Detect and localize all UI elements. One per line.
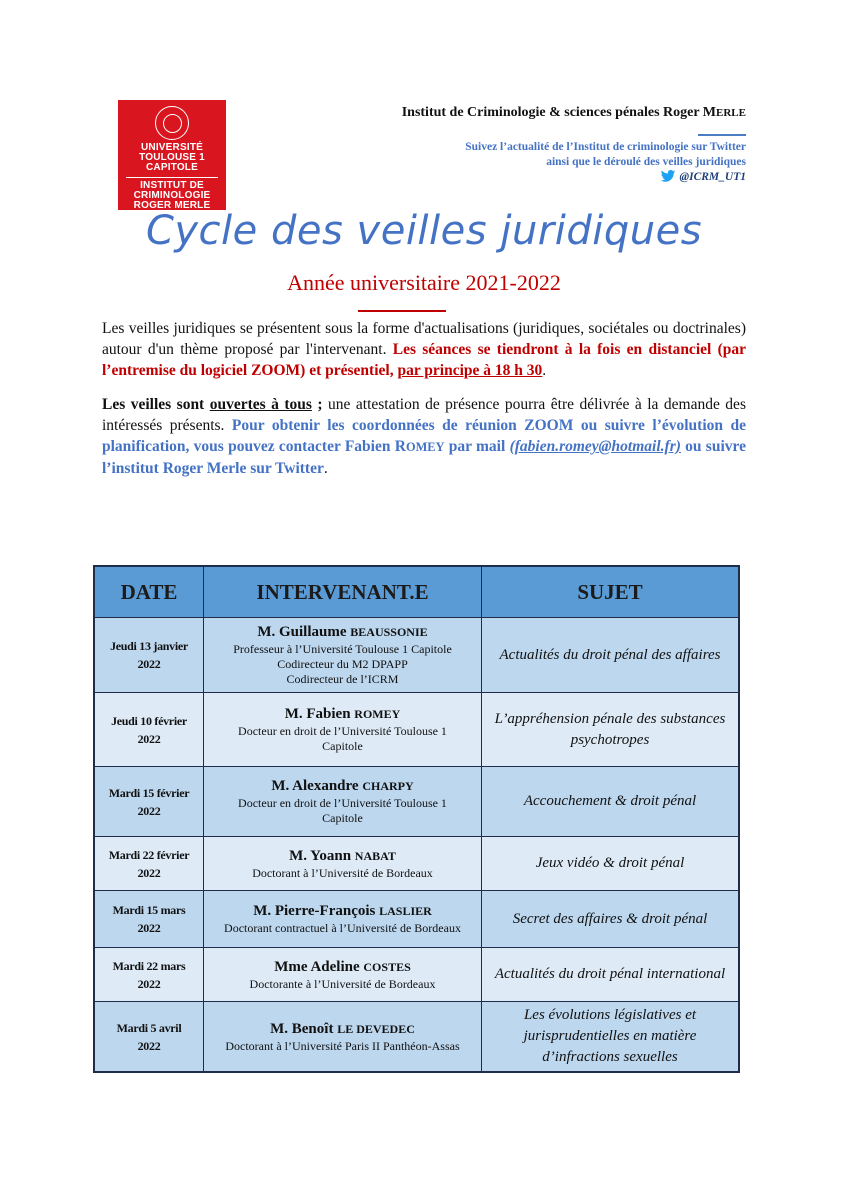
page-title: Cycle des veilles juridiques [145, 208, 703, 254]
logo-line-6: ROGER MERLE [133, 200, 211, 211]
intro-paragraph-2 [102, 394, 746, 479]
speaker-name [210, 623, 475, 642]
contact-email-link[interactable]: (fabien.romey@hotmail.fr) [509, 438, 681, 455]
twitter-bird-icon [660, 170, 676, 182]
speaker-first-name: M. Yoann [289, 847, 355, 864]
header-date: DATE [94, 566, 204, 618]
table-row [94, 618, 739, 693]
schedule-table [93, 565, 740, 1073]
speaker-surname: NABAT [354, 848, 396, 863]
date-day: Mardi 15 mars [112, 903, 186, 917]
session-subject: Accouchement & droit pénal [482, 767, 740, 837]
speaker-surname: CHARPY [362, 779, 414, 793]
speaker-surname: LE DEVEDEC [337, 1021, 415, 1036]
speaker-cell [204, 891, 482, 948]
speaker-title: Doctorante à l’Université de Bordeaux [249, 976, 436, 991]
speaker-name [210, 777, 475, 796]
table-row [94, 1002, 739, 1073]
institute-name-main: Institut de Criminologie & sciences pénales Roger M [401, 105, 717, 120]
date-day: Mardi 22 mars [112, 958, 186, 973]
speaker-title: Professeur à l’Université Toulouse 1 Capitole [233, 642, 452, 656]
speaker-title: Docteur en droit de l’Université Toulouse 1 [238, 724, 447, 738]
contact-text: Pour obtenir les coordonnées de réunion ZOOM ou suivre l’évolution de planification, vous pouvez contacter Fabien R [102, 417, 746, 455]
speaker-title: Codirecteur de l’ICRM [286, 672, 399, 686]
date-day: Mardi 5 avril [116, 1020, 182, 1035]
session-subject: Secret des affaires & droit pénal [482, 891, 740, 948]
speaker-title: Capitole [322, 811, 363, 825]
speaker-cell [204, 837, 482, 891]
speaker-title: Doctorant à l’Université de Bordeaux [252, 865, 433, 880]
date-day: Mardi 22 février [108, 847, 190, 862]
speaker-cell [204, 618, 482, 693]
semicolon: ; [311, 396, 323, 413]
speaker-name [210, 902, 475, 921]
contact-surname: OMEY [405, 440, 445, 454]
speaker-name [210, 958, 475, 977]
date-year: 2022 [137, 803, 161, 818]
table-row [94, 948, 739, 1002]
period: . [323, 460, 328, 477]
speaker-first-name: M. Alexandre [271, 778, 363, 794]
session-date [94, 618, 204, 693]
twitter-follow-line-1: Suivez l’actualité de l’Institut de criminologie sur Twitter [465, 141, 746, 153]
session-date [94, 891, 204, 948]
date-day: Jeudi 10 février [111, 713, 187, 728]
session-date [94, 1002, 204, 1073]
speaker-first-name: M. Benoît [270, 1020, 338, 1037]
contact-text-3: ou suivre l’institut Roger Merle sur Twitter [102, 438, 746, 477]
session-subject: Jeux vidéo & droit pénal [482, 837, 740, 891]
period: . [542, 362, 547, 379]
speaker-name [210, 847, 475, 866]
date-day: Mardi 15 février [108, 785, 190, 800]
attestation-text: une attestation de présence pourra être délivrée à la demande des intéressés présents. [102, 396, 746, 434]
twitter-handle[interactable]: @ICRM_UT1 [679, 171, 746, 183]
speaker-surname: COSTES [363, 959, 411, 974]
date-year: 2022 [137, 865, 161, 880]
speaker-first-name: M. Pierre-François [253, 903, 380, 919]
header-subject: SUJET [482, 566, 740, 618]
speaker-first-name: M. Guillaume [257, 624, 351, 640]
logo-line-4: INSTITUT DE [140, 180, 204, 191]
table-row [94, 693, 739, 767]
speaker-title: Capitole [322, 739, 363, 753]
speaker-first-name: M. Fabien [284, 706, 355, 722]
logo-line-5: CRIMINOLOGIE [133, 190, 211, 201]
speaker-title: Docteur en droit de l’Université Toulouse 1 [238, 796, 447, 810]
session-time: par principe à 18 h 30 [397, 362, 543, 379]
speaker-first-name: Mme Adeline [274, 958, 364, 975]
twitter-follow-line-2: ainsi que le déroulé des veilles juridiques [546, 156, 746, 168]
intro-text: Les veilles juridiques se présentent sous la forme d'actualisations (juridiques, sociétales ou doctrinales) autour d'un thème proposé par l'intervenant. [102, 320, 746, 358]
date-year: 2022 [137, 731, 161, 746]
speaker-cell [204, 948, 482, 1002]
logo-line-3: CAPITOLE [146, 162, 198, 173]
table-row [94, 891, 739, 948]
speaker-surname: LASLIER [379, 904, 432, 918]
academic-year: Année universitaire 2021-2022 [287, 270, 561, 295]
speaker-cell [204, 767, 482, 837]
sessions-notice: Les séances se tiendront à la fois en distanciel (par l’entremise du logiciel ZOOM) et présentiel, [102, 341, 746, 379]
date-year: 2022 [137, 921, 161, 935]
logo-line-2: TOULOUSE 1 [139, 152, 205, 163]
logo-line-1: UNIVERSITÉ [140, 142, 203, 153]
table-row [94, 837, 739, 891]
title-divider [358, 310, 446, 312]
date-year: 2022 [137, 1038, 161, 1053]
header-divider [698, 134, 746, 136]
intro-paragraph-1 [102, 318, 746, 381]
twitter-notice [326, 140, 746, 185]
logo-divider [126, 177, 218, 178]
speaker-cell [204, 693, 482, 767]
session-subject: Actualités du droit pénal des affaires [482, 618, 740, 693]
university-logo [118, 100, 226, 210]
session-date [94, 948, 204, 1002]
session-date [94, 693, 204, 767]
speaker-surname: ROMEY [354, 707, 401, 721]
date-year: 2022 [137, 657, 161, 671]
speaker-name [210, 705, 475, 724]
date-year: 2022 [137, 976, 161, 991]
open-to-all: ouvertes à tous [209, 396, 312, 413]
session-date [94, 767, 204, 837]
institute-name-smallcaps: ERLE [716, 107, 746, 119]
session-subject: Actualités du droit pénal international [482, 948, 740, 1002]
session-subject: Les évolutions législatives et jurisprudentielles en matière d’infractions sexuelles [482, 1002, 740, 1073]
session-date [94, 837, 204, 891]
institute-name [402, 105, 746, 121]
speaker-title: Codirecteur du M2 DPAPP [277, 657, 408, 671]
header-speaker: INTERVENANT.E [204, 566, 482, 618]
speaker-name [210, 1020, 475, 1039]
date-day: Jeudi 13 janvier [110, 639, 188, 653]
session-subject: L’appréhension pénale des substances psychotropes [482, 693, 740, 767]
university-seal-icon [155, 106, 189, 140]
table-row [94, 767, 739, 837]
speaker-surname: BEAUSSONIE [350, 625, 428, 639]
open-notice: Les veilles sont [102, 396, 210, 413]
contact-text-2: par mail [444, 438, 510, 455]
table-header-row [94, 566, 739, 618]
speaker-title: Doctorant contractuel à l’Université de Bordeaux [224, 921, 461, 935]
speaker-cell [204, 1002, 482, 1073]
speaker-title: Doctorant à l’Université Paris II Panthéon-Assas [225, 1038, 460, 1053]
